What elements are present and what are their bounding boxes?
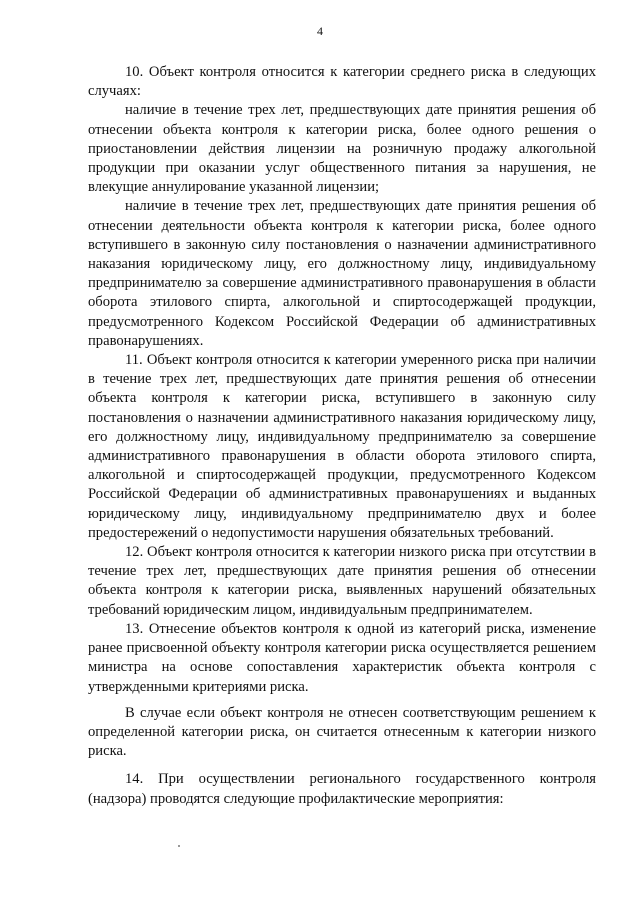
paragraph-14: 14. При осуществлении регионального государственного контроля (надзора) проводятся следующие профилактические мероприятия:	[88, 771, 596, 807]
scan-speck	[178, 845, 180, 847]
paragraph-11: 11. Объект контроля относится к категории умеренного риска при наличии в течение трех лет, предшествующих дате принятия решения об отнесении объекта контроля к категории риска, вступившего в законную силу постановления о назначении административного наказания юридическому лицу, его должностному лицу, индивидуальному предпринимателю за совершение административного правонарушения в области оборота этилового спирта, алкогольной и спиртосодержащей продукции, предусмотренного Кодексом Российской Федерации об административных правонарушениях и выданных юридическому лицу, индивидуальному предпринимателю двух и более предостережений о недопустимости нарушения обязательных требований.	[88, 352, 596, 541]
paragraph-13: 13. Отнесение объектов контроля к одной из категорий риска, изменение ранее присвоенной объекту контроля категории риска осуществляется решением министра на основе сопоставления характеристик объекта контроля с утвержденными критериями риска.	[88, 620, 596, 695]
page-number: 4	[317, 24, 323, 38]
paragraph-12: 12. Объект контроля относится к категории низкого риска при отсутствии в течение трех лет, предшествующих дате принятия решения об отнесении объекта контроля к категории риска, выявленных нарушений обязательных требований юридическим лицом, индивидуальным предпринимателем.	[88, 544, 596, 618]
paragraph-10-case-2: наличие в течение трех лет, предшествующих дате принятия решения об отнесении деятельности объекта контроля к категории риска, более одного вступившего в законную силу постановления о назначении административного наказания юридическому лицу, его должностному лицу, индивидуальному предпринимателю за совершение административного правонарушения в области оборота этилового спирта, алкогольной и спиртосодержащей продукции, предусмотренного Кодексом Российской Федерации об административных правонарушениях.	[88, 198, 596, 349]
paragraph-10-case-1: наличие в течение трех лет, предшествующих дате принятия решения об отнесении объекта контроля к категории риска, более одного решения о приостановлении действия лицензии на розничную продажу алкогольной продукции при оказании услуг общественного питания за нарушения, не влекущие аннулирование указанной лицензии;	[88, 102, 596, 196]
paragraph-13-note: В случае если объект контроля не отнесен соответствующим решением к определенной категории риска, он считается отнесенным к категории низкого риска.	[88, 704, 596, 760]
document-body	[88, 63, 596, 809]
paragraph-10: 10. Объект контроля относится к категории среднего риска в следующих случаях:	[88, 64, 596, 100]
